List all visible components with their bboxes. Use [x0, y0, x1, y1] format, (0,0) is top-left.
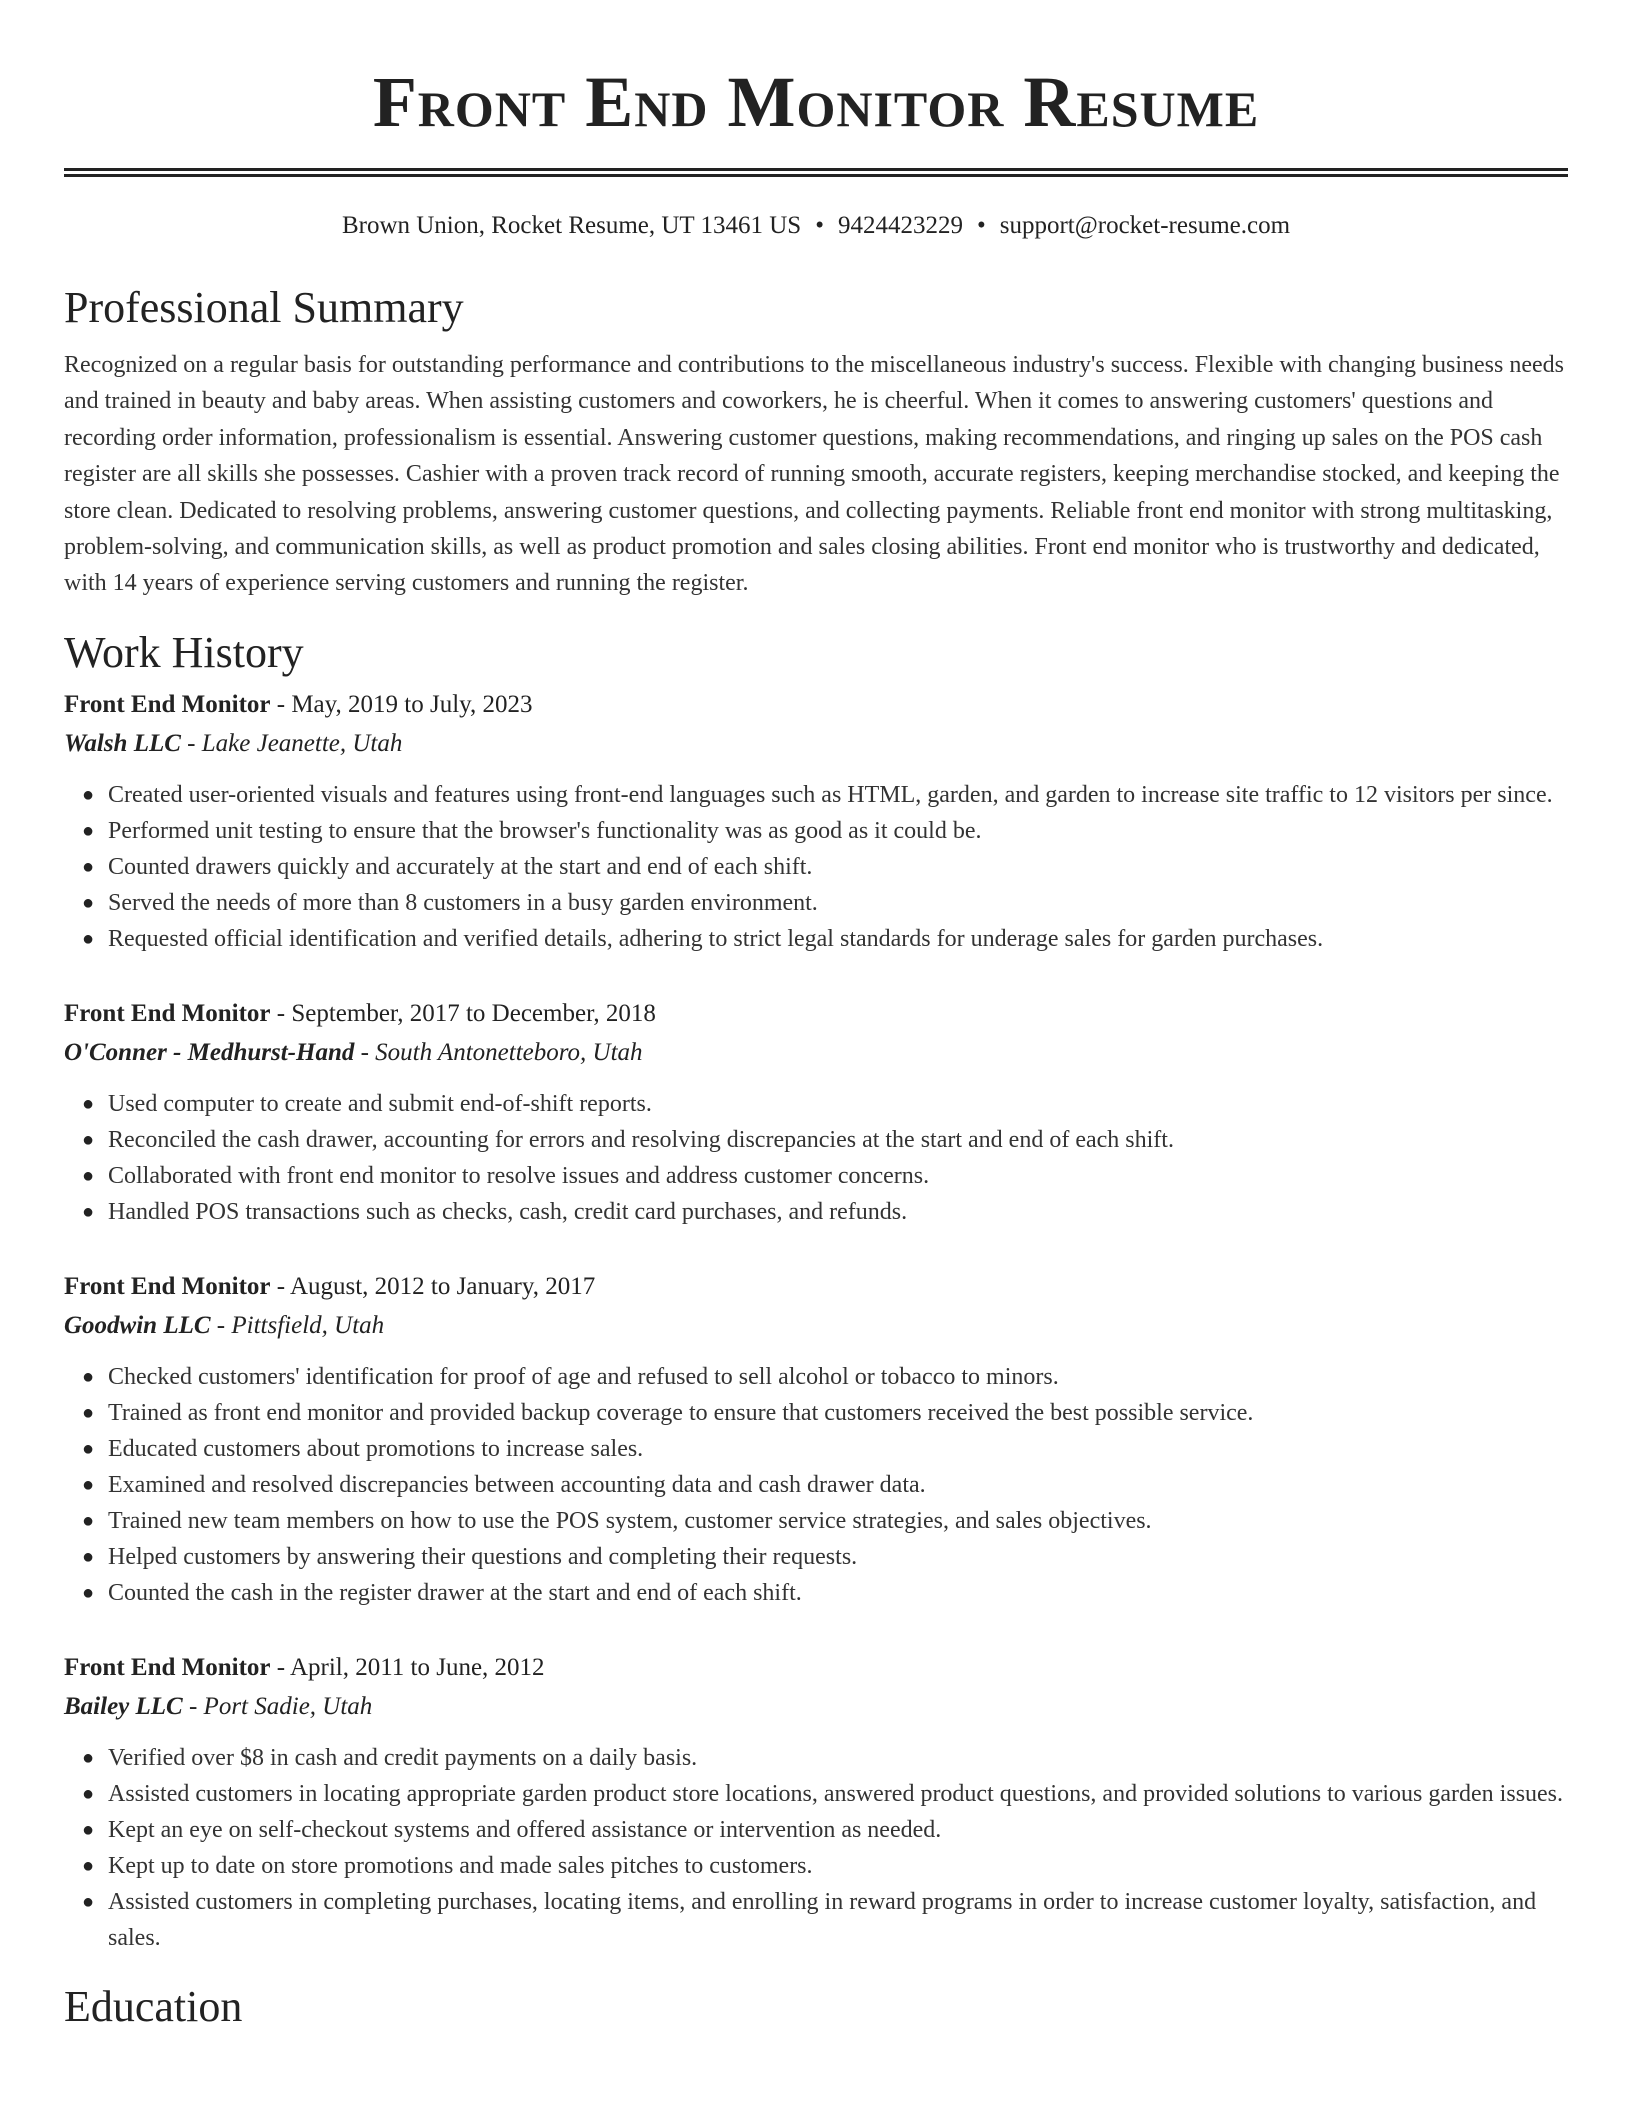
- duty-text: Examined and resolved discrepancies between accounting data and cash drawer data.: [108, 1471, 926, 1498]
- company-name: Goodwin LLC: [64, 1311, 211, 1339]
- bullet-icon: ●: [82, 1854, 95, 1877]
- bullet-icon: ●: [82, 1890, 95, 1913]
- duty-text: Served the needs of more than 8 customers in a busy garden environment.: [108, 889, 818, 916]
- resume-title: Front End Monitor Resume: [372, 62, 1260, 142]
- duty-text: Assisted customers in completing purchases, locating items, and enrolling in reward programs in order to increase customer loyalty, satisfaction, and sales.: [108, 1888, 1537, 1951]
- company-location: - Lake Jeanette, Utah: [180, 729, 403, 757]
- duty-text: Handled POS transactions such as checks, cash, credit card purchases, and refunds.: [108, 1198, 908, 1225]
- bullet-icon: ●: [82, 1092, 95, 1115]
- job-title: Front End Monitor: [64, 690, 271, 718]
- job-dates: - May, 2019 to July, 2023: [270, 690, 533, 718]
- duty-text: Trained as front end monitor and provided backup coverage to ensure that customers received the best possible service.: [108, 1399, 1254, 1426]
- summary-text: Recognized on a regular basis for outstanding performance and contributions to the miscellaneous industry's success. Flexible with changing business needs and trained in beauty and baby areas. When assisting customers and coworkers, he is cheerful. When it comes to answering customers' questions and recording order information, professionalism is essential. Answering customer questions, making recommendations, and ringing up sales on the POS cash register are all skills she possesses. Cashier with a proven track record of running smooth, accurate registers, keeping merchandise stocked, and keeping the store clean. Dedicated to resolving problems, answering customer questions, and collecting payments. Reliable front end monitor with strong multitasking, problem-solving, and communication skills, as well as product promotion and sales closing abilities. Front end monitor who is trustworthy and dedicated, with 14 years of experience serving customers and running the register.: [64, 352, 1564, 597]
- duty-text: Used computer to create and submit end-of-shift reports.: [108, 1090, 652, 1117]
- resume-page: [64, 0, 1568, 2034]
- duty-text: Counted drawers quickly and accurately at the start and end of each shift.: [108, 853, 813, 880]
- job-title-line: [64, 686, 1568, 724]
- bullet-icon: ●: [82, 1746, 95, 1769]
- duty-list: [64, 1086, 1568, 1230]
- bullet-icon: ●: [82, 1401, 95, 1424]
- duty-text: Educated customers about promotions to increase sales.: [108, 1435, 644, 1462]
- bullet-icon: ●: [82, 1545, 95, 1568]
- bullet-icon: ●: [82, 1509, 95, 1532]
- bullet-icon: ●: [82, 891, 95, 914]
- job-entry: [64, 1649, 1568, 1956]
- company-name: Walsh LLC: [64, 729, 181, 757]
- job-dates: - September, 2017 to December, 2018: [270, 999, 656, 1027]
- bullet-icon: ●: [82, 1128, 95, 1151]
- duty-item: [82, 1395, 1568, 1431]
- job-title-line: [64, 1268, 1568, 1306]
- duty-item: [82, 1812, 1568, 1848]
- duty-item: [82, 777, 1568, 813]
- company-location: - South Antonetteboro, Utah: [354, 1038, 643, 1066]
- duty-text: Counted the cash in the register drawer at the start and end of each shift.: [108, 1579, 802, 1606]
- job-title-line: [64, 995, 1568, 1033]
- duty-item: [82, 1467, 1568, 1503]
- company-line: [64, 1306, 1568, 1345]
- duty-text: Kept an eye on self-checkout systems and offered assistance or intervention as needed.: [108, 1816, 942, 1843]
- contact-phone: 9424423229: [837, 212, 963, 239]
- duty-item: [82, 885, 1568, 921]
- duty-list: [64, 1740, 1568, 1956]
- company-line: [64, 1033, 1568, 1072]
- duty-text: Trained new team members on how to use the POS system, customer service strategies, and sales objectives.: [108, 1507, 1152, 1534]
- duty-item: [82, 921, 1568, 957]
- job-entry: [64, 686, 1568, 957]
- duty-item: [82, 1575, 1568, 1611]
- work-history-heading: Work History: [64, 627, 304, 677]
- duty-text: Reconciled the cash drawer, accounting for errors and resolving discrepancies at the start and end of each shift.: [108, 1126, 1174, 1153]
- duty-item: [82, 1848, 1568, 1884]
- title-divider: [64, 168, 1568, 177]
- bullet-icon: ●: [82, 1200, 95, 1223]
- duty-text: Verified over $8 in cash and credit payments on a daily basis.: [108, 1744, 698, 1771]
- contact-separator: •: [976, 212, 986, 239]
- duty-list: [64, 777, 1568, 957]
- duty-list: [64, 1359, 1568, 1611]
- duty-text: Helped customers by answering their questions and completing their requests.: [108, 1543, 858, 1570]
- work-history-list: [64, 686, 1568, 1956]
- contact-address: Brown Union, Rocket Resume, UT 13461 US: [341, 212, 802, 239]
- bullet-icon: ●: [82, 1473, 95, 1496]
- duty-text: Performed unit testing to ensure that the browser's functionality was as good as it could be.: [108, 817, 982, 844]
- duty-item: [82, 1884, 1568, 1956]
- company-line: [64, 1687, 1568, 1726]
- bullet-icon: ●: [82, 1164, 95, 1187]
- job-entry: [64, 1268, 1568, 1611]
- job-title: Front End Monitor: [64, 1653, 271, 1681]
- summary-heading: Professional Summary: [64, 283, 464, 332]
- company-location: - Pittsfield, Utah: [210, 1311, 385, 1339]
- duty-item: [82, 1194, 1568, 1230]
- contact-separator: •: [815, 212, 824, 239]
- bullet-icon: ●: [82, 783, 95, 806]
- duty-item: [82, 849, 1568, 885]
- duty-item: [82, 1431, 1568, 1467]
- duty-text: Created user-oriented visuals and features using front-end languages such as HTML, garden, and garden to increase site traffic to 12 visitors per since.: [108, 781, 1553, 808]
- duty-text: Requested official identification and verified details, adhering to strict legal standards for underage sales for garden purchases.: [108, 925, 1324, 952]
- duty-item: [82, 1086, 1568, 1122]
- bullet-icon: ●: [82, 1782, 95, 1805]
- duty-item: [82, 1359, 1568, 1395]
- duty-text: Checked customers' identification for proof of age and refused to sell alcohol or tobacco to minors.: [108, 1363, 1059, 1390]
- job-title: Front End Monitor: [64, 999, 271, 1027]
- company-line: [64, 724, 1568, 763]
- job-dates: - April, 2011 to June, 2012: [270, 1653, 545, 1681]
- company-location: - Port Sadie, Utah: [182, 1692, 373, 1720]
- job-title: Front End Monitor: [64, 1272, 271, 1300]
- bullet-icon: ●: [82, 1365, 95, 1388]
- bullet-icon: ●: [82, 855, 95, 878]
- duty-item: [82, 1776, 1568, 1812]
- duty-item: [82, 1122, 1568, 1158]
- duty-text: Collaborated with front end monitor to resolve issues and address customer concerns.: [108, 1162, 930, 1189]
- duty-item: [82, 813, 1568, 849]
- duty-item: [82, 1158, 1568, 1194]
- duty-item: [82, 1503, 1568, 1539]
- bullet-icon: ●: [82, 1437, 95, 1460]
- company-name: O'Conner - Medhurst-Hand: [64, 1038, 355, 1066]
- contact-line: [64, 210, 1568, 242]
- bullet-icon: ●: [82, 927, 95, 950]
- job-dates: - August, 2012 to January, 2017: [270, 1272, 596, 1300]
- duty-text: Assisted customers in locating appropriate garden product store locations, answered product questions, and provided solutions to various garden issues.: [108, 1780, 1564, 1807]
- bullet-icon: ●: [82, 819, 95, 842]
- bullet-icon: ●: [82, 1581, 95, 1604]
- job-title-line: [64, 1649, 1568, 1687]
- job-entry: [64, 995, 1568, 1230]
- duty-item: [82, 1539, 1568, 1575]
- contact-email: support@rocket-resume.com: [999, 212, 1291, 239]
- duty-text: Kept up to date on store promotions and made sales pitches to customers.: [108, 1852, 813, 1879]
- bullet-icon: ●: [82, 1818, 95, 1841]
- duty-item: [82, 1740, 1568, 1776]
- education-heading: Education: [64, 1981, 243, 2031]
- company-name: Bailey LLC: [64, 1692, 183, 1720]
